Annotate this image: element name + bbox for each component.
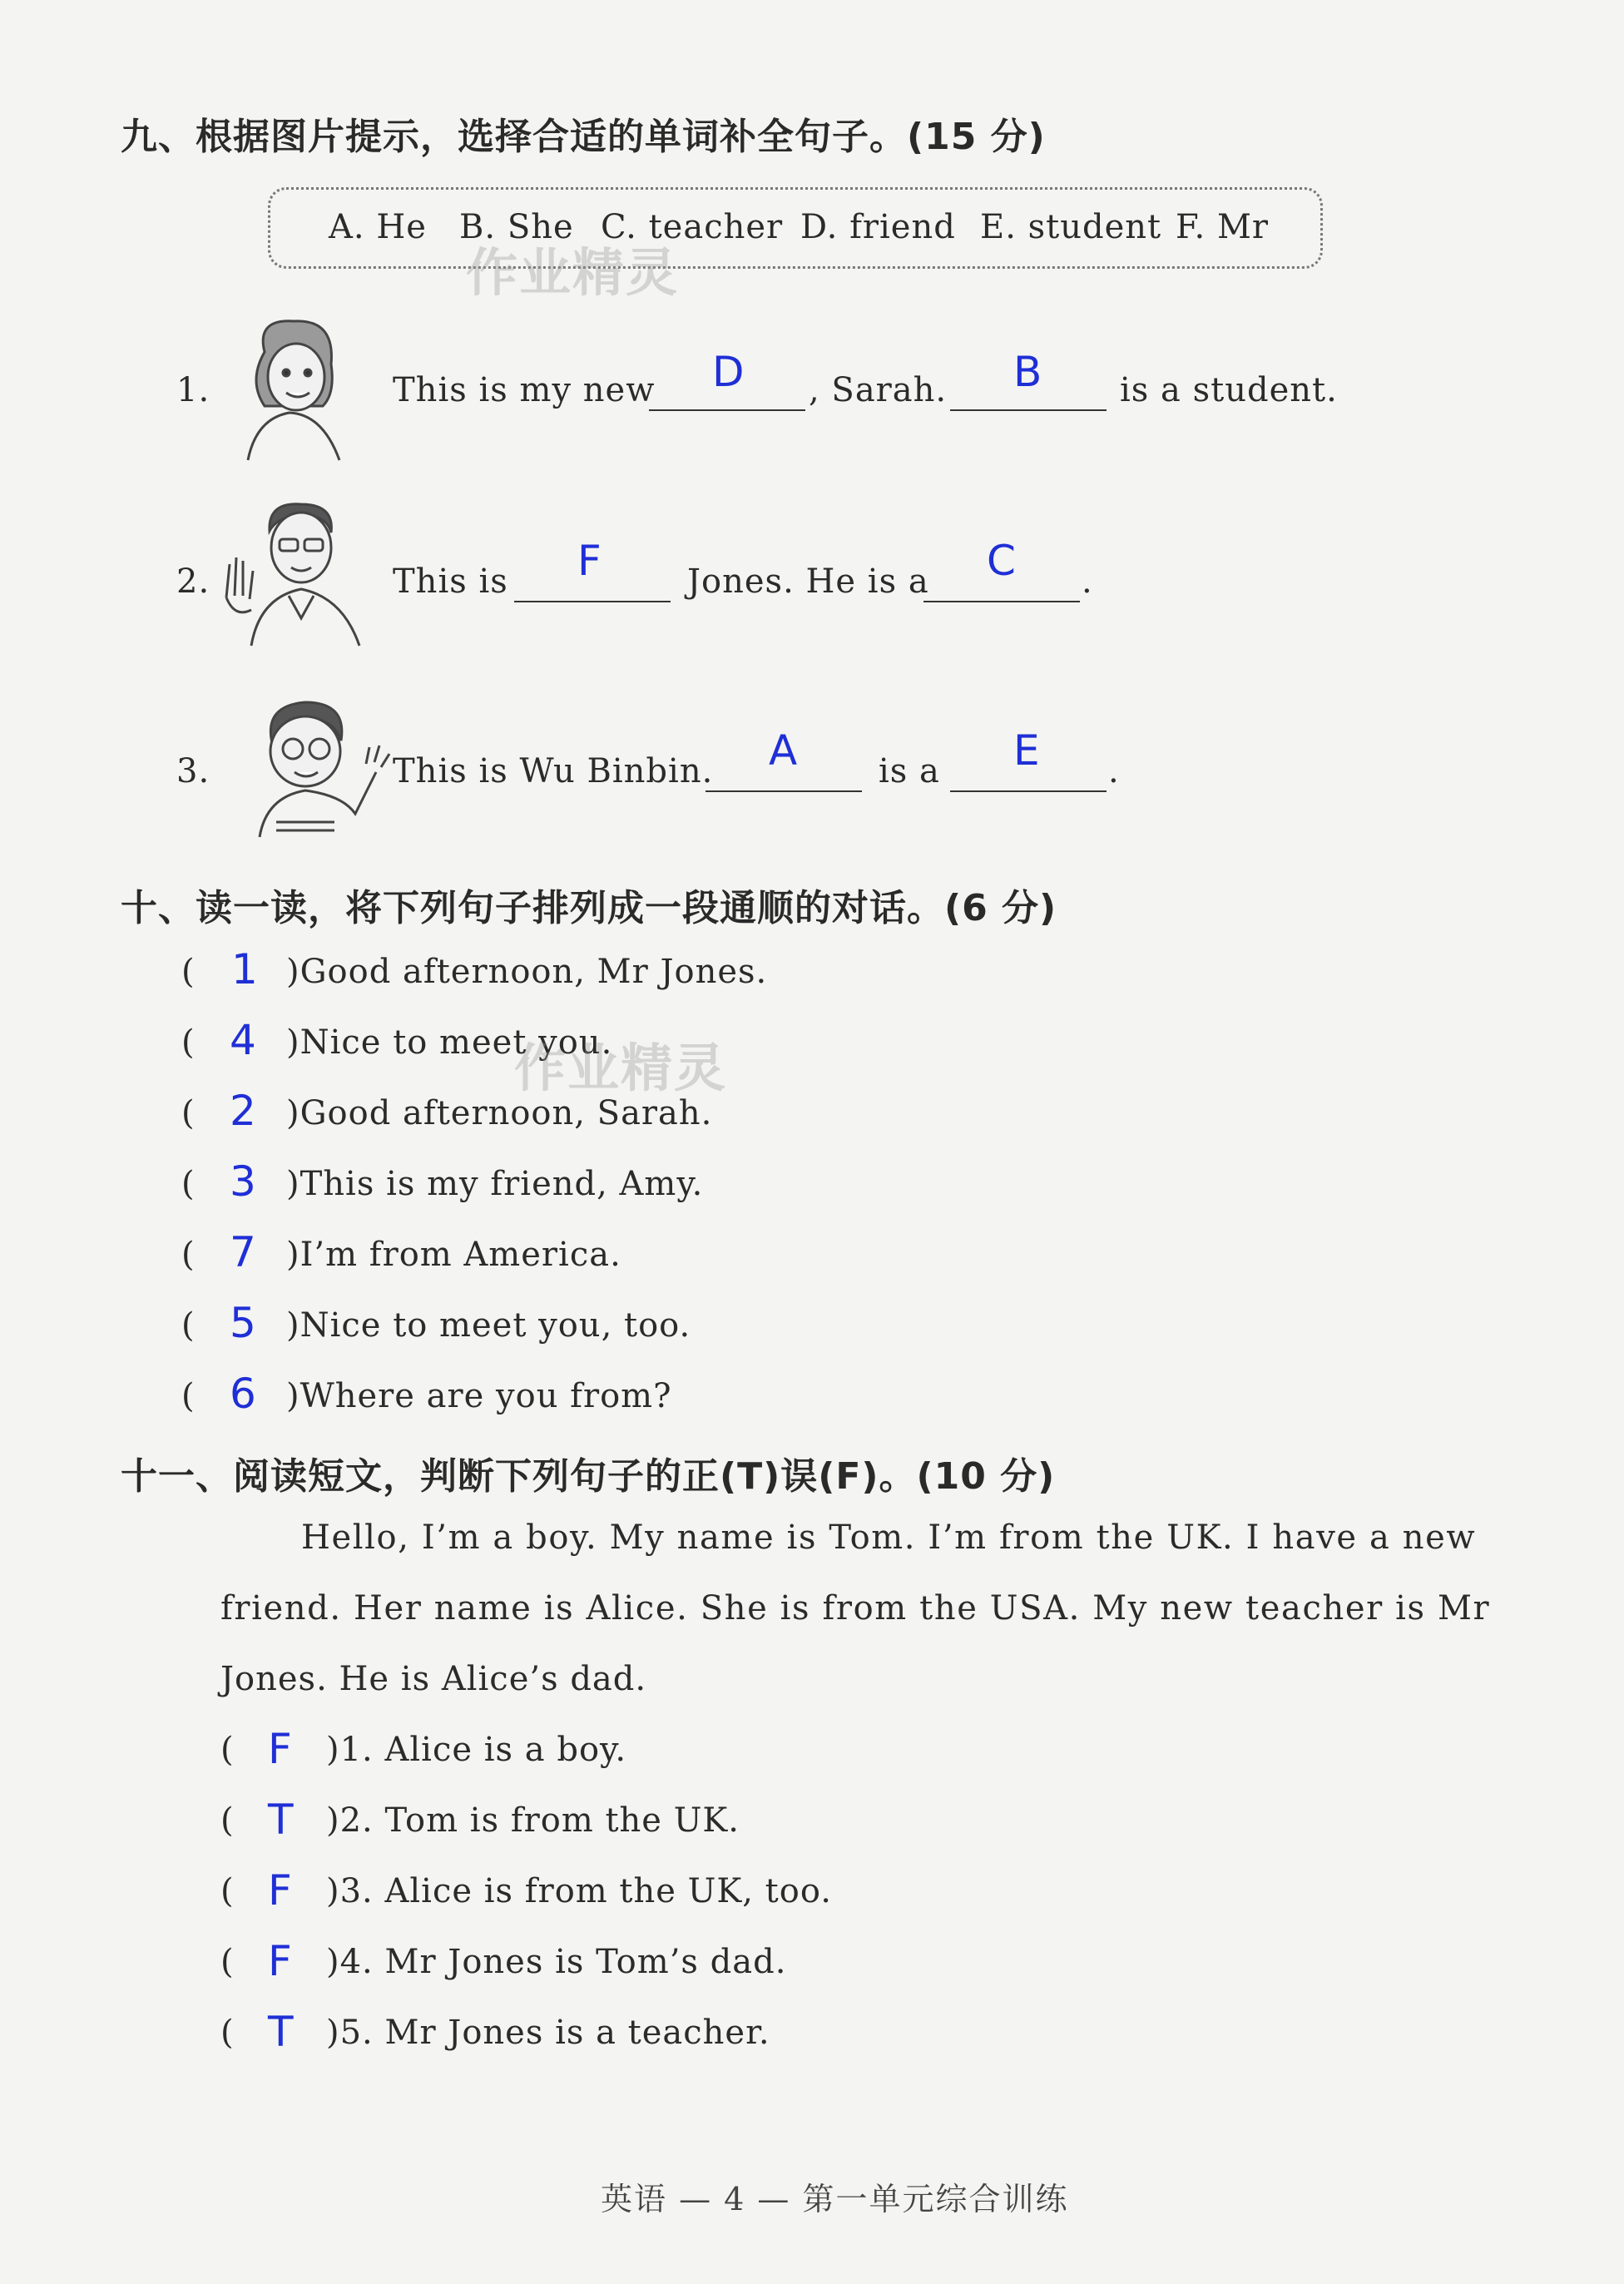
- item-2-blank-1: [514, 601, 671, 602]
- item-2-text-1: This is: [393, 562, 508, 601]
- s11-answer-5: T: [268, 2008, 294, 2056]
- man-illustration: [218, 498, 364, 647]
- s10-answer-1: 1: [231, 945, 258, 993]
- s11-open-paren-5: (: [220, 2014, 235, 2052]
- s11-statement-5: )5. Mr Jones is a teacher.: [326, 2014, 770, 2052]
- item-2-answer-2: C: [987, 537, 1016, 585]
- s11-statement-3: )3. Alice is from the UK, too.: [326, 1872, 832, 1910]
- s10-sentence-6: )Nice to meet you, too.: [286, 1306, 691, 1345]
- item-1-number: 1.: [176, 371, 210, 409]
- s10-answer-5: 7: [230, 1228, 256, 1276]
- s11-answer-4: F: [268, 1937, 292, 1985]
- s10-open-paren-7: (: [181, 1377, 196, 1415]
- item-3-number: 3.: [176, 752, 210, 790]
- s11-statement-4: )4. Mr Jones is Tom’s dad.: [326, 1943, 787, 1981]
- s10-open-paren-5: (: [181, 1236, 196, 1274]
- s11-answer-1: F: [268, 1725, 292, 1773]
- s10-open-paren-1: (: [181, 953, 196, 991]
- s11-open-paren-3: (: [220, 1872, 235, 1910]
- item-1-blank-1: [649, 409, 805, 411]
- s10-answer-2: 4: [230, 1016, 256, 1064]
- watermark-2: 作业精灵: [514, 1038, 728, 1098]
- s10-answer-7: 6: [230, 1370, 256, 1418]
- s10-answer-4: 3: [230, 1157, 256, 1206]
- s10-sentence-4: )This is my friend, Amy.: [286, 1165, 704, 1203]
- s10-open-paren-2: (: [181, 1023, 196, 1062]
- boy-illustration: [243, 697, 393, 839]
- s10-sentence-1: )Good afternoon, Mr Jones.: [286, 953, 768, 991]
- passage-line-2: friend. Her name is Alice. She is from the USA. My new teacher is Mr: [220, 1589, 1491, 1628]
- item-1-blank-2: [950, 409, 1107, 411]
- item-3-answer-2: E: [1013, 726, 1040, 775]
- item-2-answer-1: F: [577, 537, 602, 585]
- item-1-answer-1: D: [712, 348, 745, 396]
- page-footer: 英语 — 4 — 第一单元综合训练: [601, 2181, 1069, 2217]
- section-10-title: 十、读一读，将下列句子排列成一段通顺的对话。(6 分): [121, 887, 1057, 929]
- s11-statement-2: )2. Tom is from the UK.: [326, 1801, 740, 1840]
- option-e: E. student: [980, 208, 1162, 246]
- item-2-blank-2: [923, 601, 1080, 602]
- item-3-answer-1: A: [769, 726, 798, 775]
- item-1-text-2: , Sarah.: [809, 371, 948, 409]
- watermark: 作业精灵: [466, 242, 680, 303]
- option-c: C. teacher: [601, 208, 784, 246]
- s11-open-paren-1: (: [220, 1731, 235, 1769]
- s10-open-paren-3: (: [181, 1094, 196, 1132]
- passage-line-3: Jones. He is Alice’s dad.: [220, 1660, 647, 1698]
- s10-open-paren-6: (: [181, 1306, 196, 1345]
- item-3-blank-1: [706, 790, 862, 792]
- passage-line-1: Hello, I’m a boy. My name is Tom. I’m from the UK. I have a new: [301, 1519, 1477, 1557]
- s10-answer-3: 2: [230, 1087, 256, 1135]
- s11-open-paren-2: (: [220, 1801, 235, 1840]
- item-1-text-3: is a student.: [1120, 371, 1338, 409]
- section-11-title: 十一、阅读短文，判断下列句子的正(T)误(F)。(10 分): [121, 1455, 1056, 1498]
- item-2-text-2: Jones. He is a: [687, 562, 929, 601]
- option-a: A. He: [329, 208, 427, 246]
- option-d: D. friend: [800, 208, 956, 246]
- item-1-answer-2: B: [1013, 348, 1042, 396]
- s11-open-paren-4: (: [220, 1943, 235, 1981]
- s11-answer-2: T: [268, 1796, 294, 1844]
- option-f: F. Mr: [1176, 208, 1270, 246]
- item-1-text-1: This is my new: [393, 371, 656, 409]
- s10-sentence-3: )Good afternoon, Sarah.: [286, 1094, 713, 1132]
- item-3-text-1: This is Wu Binbin.: [393, 752, 714, 790]
- s11-statement-1: )1. Alice is a boy.: [326, 1731, 627, 1769]
- item-3-text-3: .: [1108, 752, 1120, 790]
- section-9-title: 九、根据图片提示，选择合适的单词补全句子。(15 分): [121, 116, 1046, 158]
- s10-answer-6: 5: [230, 1299, 256, 1347]
- item-2-text-3: .: [1082, 562, 1093, 601]
- s10-open-paren-4: (: [181, 1165, 196, 1203]
- s10-sentence-7: )Where are you from?: [286, 1377, 672, 1415]
- item-3-blank-2: [950, 790, 1107, 792]
- item-3-text-2: is a: [879, 752, 940, 790]
- item-2-number: 2.: [176, 562, 210, 601]
- girl-illustration: [231, 315, 356, 464]
- s11-answer-3: F: [268, 1866, 292, 1915]
- s10-sentence-2: )Nice to meet you.: [286, 1023, 613, 1062]
- s10-sentence-5: )I’m from America.: [286, 1236, 621, 1274]
- option-b: B. She: [459, 208, 574, 246]
